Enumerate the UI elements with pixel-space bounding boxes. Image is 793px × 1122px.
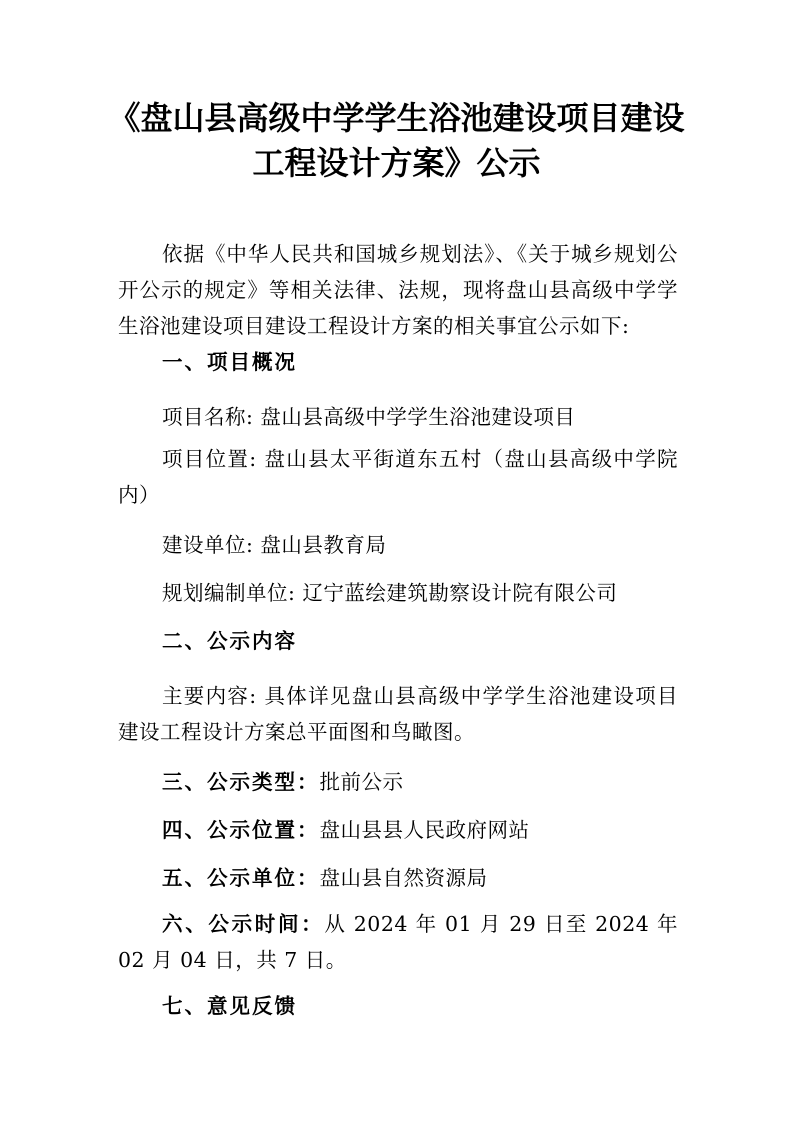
document-title-line-1: 《盘山县高级中学学生浴池建设项目建设 xyxy=(108,99,685,137)
section4-label: 四、公示位置： xyxy=(162,818,320,842)
section3-label: 三、公示类型： xyxy=(162,770,320,794)
section6-paragraph xyxy=(118,906,678,978)
section5-label: 五、公示单位： xyxy=(162,866,320,890)
section5-line xyxy=(162,860,488,896)
section2-heading: 二、公示内容 xyxy=(162,629,297,653)
section6-label: 六、公示时间： xyxy=(162,912,325,936)
section4-line xyxy=(162,812,530,848)
construction-unit: 建设单位: 盘山县教育局 xyxy=(162,533,387,557)
section5-value: 盘山县自然资源局 xyxy=(319,866,488,890)
planning-unit: 规划编制单位: 辽宁蓝绘建筑勘察设计院有限公司 xyxy=(162,581,618,605)
section6-value: 从 2024 年 01 月 29 日至 2024 年 02 月 04 日，共 7 日。 xyxy=(118,912,679,972)
document-title-line-2: 工程设计方案》公示 xyxy=(252,144,541,182)
section4-value: 盘山县县人民政府网站 xyxy=(319,818,530,842)
project-name: 项目名称: 盘山县高级中学学生浴池建设项目 xyxy=(162,405,576,429)
section1-heading: 一、项目概况 xyxy=(162,350,297,374)
section3-value: 批前公示 xyxy=(319,770,404,794)
project-location: 项目位置: 盘山县太平街道东五村（盘山县高级中学院内） xyxy=(118,447,678,507)
section3-line xyxy=(162,764,404,800)
section7-heading: 七、意见反馈 xyxy=(162,994,297,1018)
intro-paragraph: 依据《中华人民共和国城乡规划法》、《关于城乡规划公开公示的规定》等相关法律、法规，现将盘山县高级中学学生浴池建设项目建设工程设计方案的相关事宜公示如下: xyxy=(118,242,678,338)
section2-content: 主要内容: 具体详见盘山县高级中学学生浴池建设项目建设工程设计方案总平面图和鸟瞰图。 xyxy=(118,684,678,744)
